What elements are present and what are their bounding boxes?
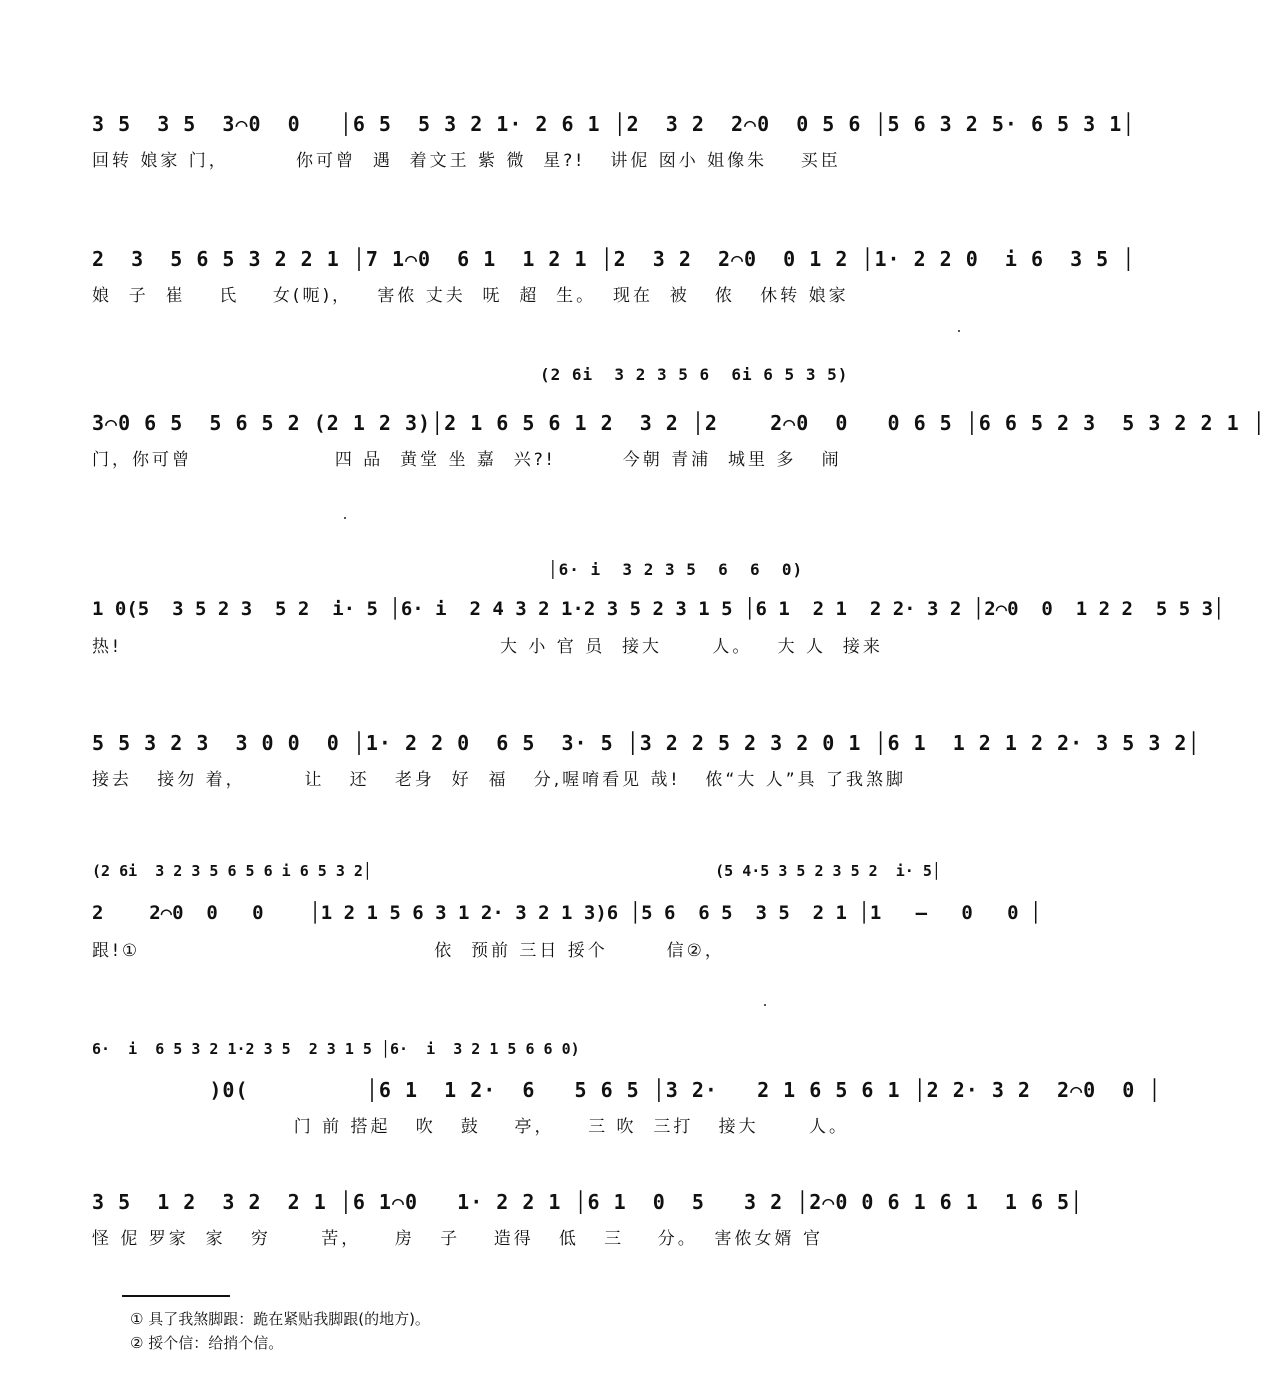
lyrics-line: 门，你可曾 四 品 黄堂 坐 嘉 兴?! 今朝 青浦 城里 多 闹: [92, 450, 842, 470]
score-system-6: [92, 902, 1042, 962]
score-system-3: [92, 411, 1266, 471]
notation-line: 3⌒0 6 5 5 6 5 2 (2 1 2 3)│2 1 6 5 6 1 2 3 2 │2 2⌒0 0 0 6 5 │6 6 5 2 3 5 3 2 2 1 │: [92, 411, 1266, 435]
instrumental-intro: (2 6i 3 2 3 5 6 5 6 i 6 5 3 2│ (5 4·5 3 5 2 3 5 2 i· 5│: [92, 862, 941, 880]
score-system-2: [92, 247, 1136, 307]
footnote-1: ① 具了我煞脚跟：跪在紧贴我脚跟(的地方)。: [130, 1310, 430, 1328]
notation-line: 3 5 3 5 3⌒0 0 │6 5 5 3 2 1· 2 6 1 │2 3 2 2⌒0 0 5 6 │5 6 3 2 5· 6 5 3 1│: [92, 112, 1136, 136]
lyrics-line: 门 前 搭起 吹 鼓 亭， 三 吹 三打 接大 人。: [92, 1117, 849, 1137]
notation-line: 3 5 1 2 3 2 2 1 │6 1⌒0 1· 2 2 1 │6 1 0 5 3 2 │2⌒0 0 6 1 6 1 1 6 5│: [92, 1190, 1084, 1214]
notation-line: 2 2⌒0 0 0 │1 2 1 5 6 3 1 2· 3 2 1 3)6 │5 6 6 5 3 5 2 1 │1 – 0 0 │: [92, 902, 1042, 924]
scan-speck: [764, 1004, 766, 1006]
lyrics-line: 热! 大 小 官 员 接大 人。 大 人 接来: [92, 637, 883, 657]
lyrics-line: 跟!① 依 预前 三日 挼个 信②，: [92, 941, 725, 961]
notation-line: 2 3 5 6 5 3 2 2 1 │7 1⌒0 6 1 1 2 1 │2 3 2 2⌒0 0 1 2 │1· 2 2 0 i 6 3 5 │: [92, 247, 1136, 271]
notation-line: )0( │6 1 1 2· 6 5 6 5 │3 2· 2 1 6 5 6 1 │2 2· 3 2 2⌒0 0 │: [92, 1078, 1162, 1102]
score-system-5: [92, 731, 1201, 791]
lyrics-line: 怪 伲 罗家 家 穷 苦， 房 子 造得 低 三 分。 害侬女婿 官: [92, 1229, 823, 1249]
instrumental-intro: 6· i 6 5 3 2 1·2 3 5 2 3 1 5 │6· i 3 2 1 5 6 6 0): [92, 1040, 580, 1058]
score-system-8: [92, 1190, 1084, 1250]
footnote-divider: [122, 1295, 230, 1297]
score-system-4: [92, 598, 1225, 658]
lyrics-line: 娘 子 崔 氏 女(呃)， 害侬 丈夫 呒 超 生。 现在 被 侬 休转 娘家: [92, 286, 849, 306]
instrumental-intro: (2 6i 3 2 3 5 6 6i 6 5 3 5): [540, 365, 849, 384]
footnote-2: ② 挼个信：给捎个信。: [130, 1334, 284, 1352]
scan-speck: [958, 330, 960, 332]
lyrics-line: 回转 娘家 门， 你可曾 遇 着文王 紫 微 星?! 讲伲 囡小 姐像朱 买臣: [92, 151, 841, 171]
lyrics-line: 接去 接勿 着， 让 还 老身 好 福 分,喔唷看见 哉! 侬“大 人”具 了我煞脚: [92, 770, 906, 790]
score-system-1: [92, 112, 1136, 172]
notation-line: 1 0(5 3 5 2 3 5 2 i· 5 │6· i 2 4 3 2 1·2 3 5 2 3 1 5 │6 1 2 1 2 2· 3 2 │2⌒0 0 1 2 2 5 5 3│: [92, 598, 1225, 620]
score-system-7: [92, 1078, 1162, 1138]
instrumental-intro: │6· i 3 2 3 5 6 6 0): [548, 560, 804, 579]
notation-line: 5 5 3 2 3 3 0 0 0 │1· 2 2 0 6 5 3· 5 │3 2 2 5 2 3 2 0 1 │6 1 1 2 1 2 2· 3 5 3 2│: [92, 731, 1201, 755]
scan-speck: [344, 517, 346, 519]
